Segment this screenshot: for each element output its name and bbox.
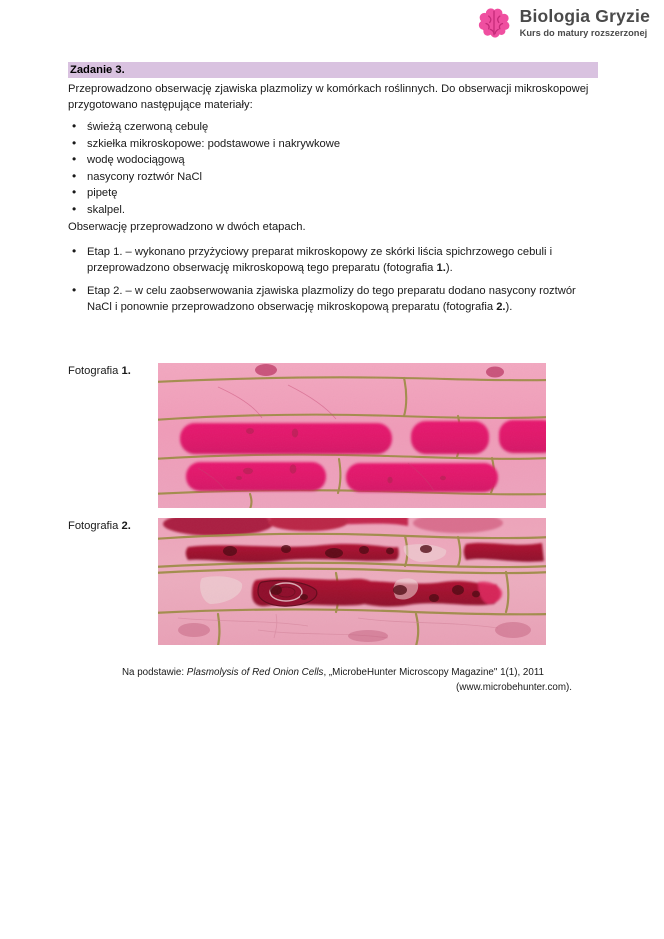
stages-intro-paragraph: Obserwację przeprowadzono w dwóch etapach. xyxy=(68,220,306,233)
list-item: • świeżą czerwoną cebulę xyxy=(68,120,598,136)
brain-icon xyxy=(477,6,511,40)
figure-2-label xyxy=(68,520,131,532)
logo-subtitle: Kurs do matury rozszerzonej xyxy=(519,28,648,39)
source-attribution xyxy=(68,665,598,695)
stage-2-suffix: ). xyxy=(505,300,513,313)
stage-2-text: Etap 2. – w celu zaobserwowania zjawiska plazmolizy do tego preparatu dodano nasycony roztwór NaCl i ponownie przeprowadzono obserwację mikroskopową preparatu (fotografia xyxy=(87,285,576,313)
stage-1-suffix: ). xyxy=(445,261,453,274)
materials-list xyxy=(68,120,598,219)
onion-plasmolysed-image xyxy=(158,518,546,645)
list-item-stage-1 xyxy=(68,245,598,276)
logo-text-block xyxy=(519,5,650,39)
source-lead: Na podstawie: xyxy=(121,667,187,678)
figure-2-label-number: 2. xyxy=(121,520,131,532)
stage-1-figure-ref: 1. xyxy=(436,261,446,274)
figure-2-label-prefix: Fotografia xyxy=(68,520,122,532)
onion-turgid-image xyxy=(158,363,546,508)
figure-1-label xyxy=(68,365,131,377)
source-rest: , „MicrobeHunter Microscopy Magazine" 1(1), 2011 xyxy=(323,667,545,678)
task-intro-paragraph: Przeprowadzono obserwację zjawiska plazmolizy w komórkach roślinnych. Do obserwacji mikroskopowej przygotowano następujące materiały: xyxy=(68,83,589,111)
task-header-band: Zadanie 3. xyxy=(68,62,598,78)
photo-onion-plasmolysed xyxy=(158,518,546,645)
photo-onion-turgid xyxy=(158,363,546,508)
list-item: • pipetę xyxy=(68,186,598,202)
figure-1-label-number: 1. xyxy=(121,365,131,377)
document-body xyxy=(68,62,598,323)
list-item-stage-2 xyxy=(68,284,598,315)
source-title: Plasmolysis of Red Onion Cells xyxy=(186,667,324,678)
stages-list xyxy=(68,245,598,315)
figure-1-label-prefix: Fotografia xyxy=(68,365,122,377)
stage-2-figure-ref: 2. xyxy=(496,300,506,313)
site-logo xyxy=(477,6,650,40)
source-line-2: (www.microbehunter.com). xyxy=(456,682,572,693)
logo-title: Biologia Gryzie xyxy=(519,5,650,26)
list-item: • nasycony roztwór NaCl xyxy=(68,170,598,186)
list-item: • szkiełka mikroskopowe: podstawowe i nakrywkowe xyxy=(68,137,598,153)
list-item: • skalpel. xyxy=(68,203,598,219)
stage-1-text: Etap 1. – wykonano przyżyciowy preparat mikroskopowy ze skórki liścia spichrzowego cebuli i przeprowadzono obserwację mikroskopową tego preparatu (fotografia xyxy=(87,246,553,274)
source-line-1 xyxy=(68,665,598,680)
list-item: • wodę wodociągową xyxy=(68,153,598,169)
